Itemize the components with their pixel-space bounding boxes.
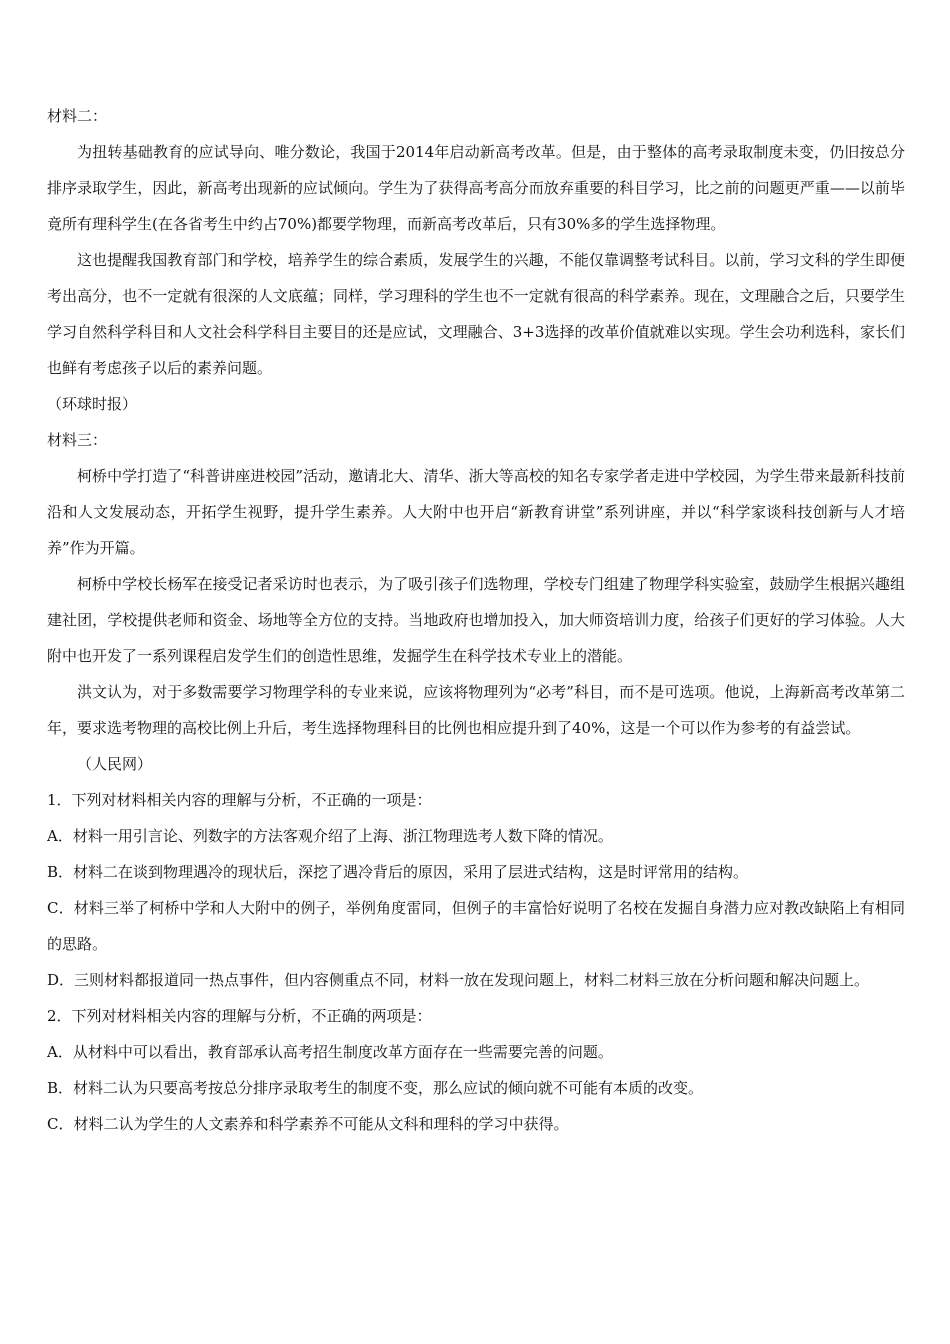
- material3-source: （人民网）: [77, 755, 153, 773]
- question-1-option-a: A．材料一用引言论、列数字的方法客观介绍了上海、浙江物理选考人数下降的情况。: [47, 827, 613, 845]
- question-1-stem: 1．下列对材料相关内容的理解与分析，不正确的一项是：: [47, 791, 432, 809]
- document-page: [47, 98, 905, 1142]
- material2-source: （环球时报）: [47, 395, 138, 413]
- question-1-option-d: D．三则材料都报道同一热点事件，但内容侧重点不同，材料一放在发现问题上，材料二材料三放在分析问题和解决问题上。: [47, 971, 870, 989]
- material2-paragraph-1: 为扭转基础教育的应试导向、唯分数论，我国于2014年启动新高考改革。但是，由于整体的高考录取制度未变，仍旧按总分排序录取学生，因此，新高考出现新的应试倾向。学生为了获得高考高分而放弃重要的科目学习，比之前的问题更严重——以前毕竟所有理科学生(在各省考生中约占70%)都要学物理，而新高考改革后，只有30%多的学生选择物理。: [47, 143, 905, 233]
- question-2-option-b: B．材料二认为只要高考按总分排序录取考生的制度不变，那么应试的倾向就不可能有本质的改变。: [47, 1079, 704, 1097]
- question-1: [47, 782, 905, 998]
- material2-heading: 材料二：: [47, 107, 108, 125]
- material2-paragraph-2: 这也提醒我国教育部门和学校，培养学生的综合素质，发展学生的兴趣，不能仅靠调整考试科目。以前，学习文科的学生即便考出高分，也不一定就有很深的人文底蕴；同样，学习理科的学生也不一定就有很高的科学素养。现在，文理融合之后，只要学生学习自然科学科目和人文社会科学科目主要目的还是应试，文理融合、3+3选择的改革价值就难以实现。学生会功利选科，家长们也鲜有考虑孩子以后的素养问题。: [47, 251, 905, 377]
- question-2-option-c: C．材料二认为学生的人文素养和科学素养不可能从文科和理科的学习中获得。: [47, 1115, 569, 1133]
- question-2-stem: 2．下列对材料相关内容的理解与分析，不正确的两项是：: [47, 1007, 432, 1025]
- material3-paragraph-3: 洪文认为，对于多数需要学习物理学科的专业来说，应该将物理列为“必考”科目，而不是可选项。他说，上海新高考改革第二年，要求选考物理的高校比例上升后，考生选择物理科目的比例也相应提升到了40%，这是一个可以作为参考的有益尝试。: [47, 683, 905, 737]
- question-2-option-a: A．从材料中可以看出，教育部承认高考招生制度改革方面存在一些需要完善的问题。: [47, 1043, 613, 1061]
- material3-heading: 材料三：: [47, 431, 108, 449]
- material3-paragraph-2: 柯桥中学校长杨军在接受记者采访时也表示，为了吸引孩子们选物理，学校专门组建了物理学科实验室，鼓励学生根据兴趣组建社团，学校提供老师和资金、场地等全方位的支持。当地政府也增加投入，加大师资培训力度，给孩子们更好的学习体验。人大附中也开发了一系列课程启发学生们的创造性思维，发掘学生在科学技术专业上的潜能。: [47, 575, 905, 665]
- material3-paragraph-1: 柯桥中学打造了“科普讲座进校园”活动，邀请北大、清华、浙大等高校的知名专家学者走进中学校园，为学生带来最新科技前沿和人文发展动态，开拓学生视野，提升学生素养。人大附中也开启“新教育讲堂”系列讲座，并以“科学家谈科技创新与人才培养”作为开篇。: [47, 467, 905, 557]
- question-1-option-b: B．材料二在谈到物理遇冷的现状后，深挖了遇冷背后的原因，采用了层进式结构，这是时评常用的结构。: [47, 863, 749, 881]
- question-1-option-c: C．材料三举了柯桥中学和人大附中的例子，举例角度雷同，但例子的丰富恰好说明了名校在发掘自身潜力应对教改缺陷上有相同的思路。: [47, 899, 905, 953]
- question-2: [47, 998, 905, 1142]
